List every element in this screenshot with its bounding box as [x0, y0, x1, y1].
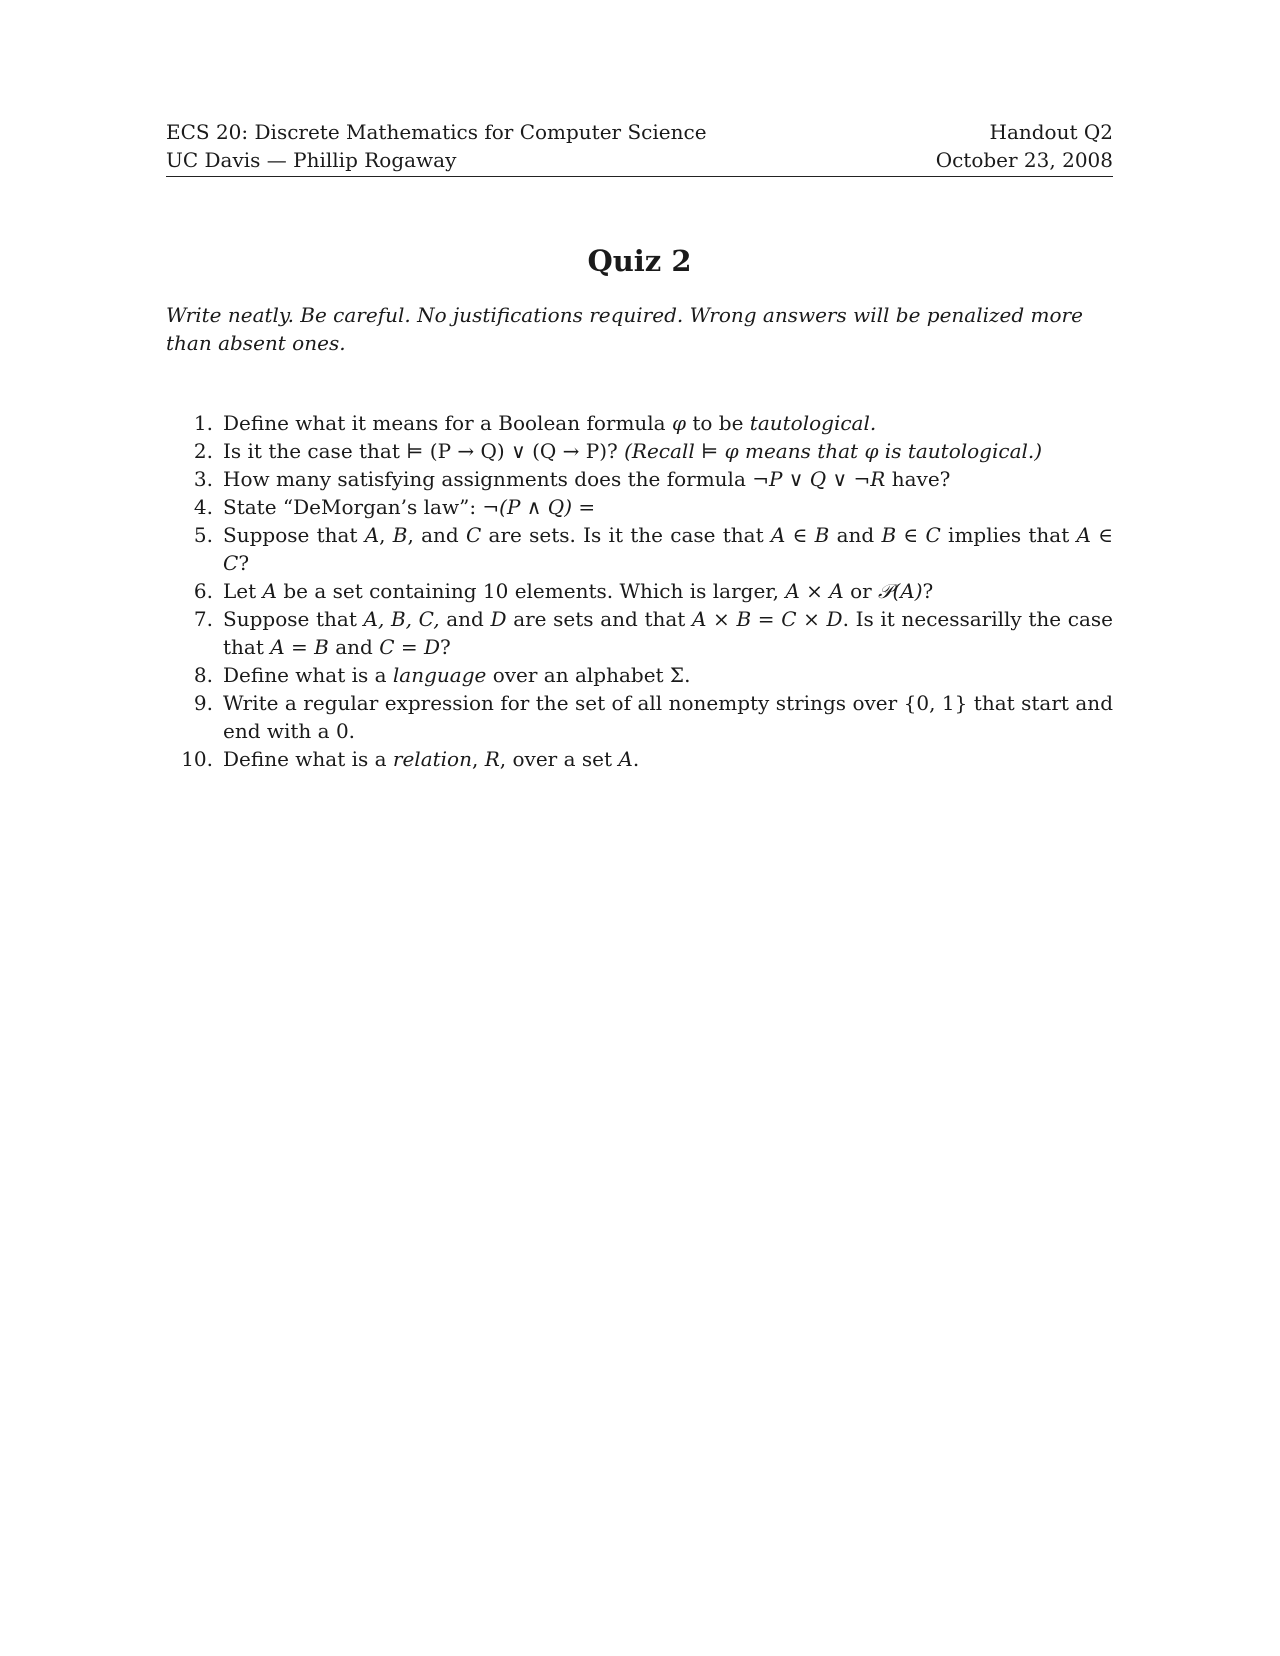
question-number: 4. — [193, 495, 213, 519]
question-item — [166, 577, 1113, 605]
question-text: Define what it means for a Boolean formula φ to be tautological. — [223, 411, 877, 435]
question-item — [166, 605, 1113, 661]
page-header — [166, 118, 1113, 177]
question-item — [166, 689, 1113, 745]
question-text: Is it the case that ⊨ (P → Q) ∨ (Q → P)? (Recall ⊨ φ means that φ is tautological.) — [223, 439, 1043, 463]
question-item — [166, 521, 1113, 577]
instructor-line: UC Davis — Phillip Rogaway — [166, 148, 457, 172]
question-number: 3. — [193, 467, 213, 491]
question-text: Suppose that A, B, and C are sets. Is it the case that A ∈ B and B ∈ C implies that A ∈ C? — [223, 523, 1114, 575]
question-text: Define what is a relation, R, over a set A. — [223, 747, 640, 771]
question-text: Write a regular expression for the set of all nonempty strings over {0, 1} that start and end with a 0. — [223, 691, 1113, 743]
question-item — [166, 465, 1113, 493]
question-item — [166, 437, 1113, 465]
handout-date: October 23, 2008 — [935, 148, 1113, 172]
question-text: How many satisfying assignments does the formula ¬P ∨ Q ∨ ¬R have? — [223, 467, 951, 491]
question-number: 9. — [193, 691, 213, 715]
question-number: 7. — [193, 607, 213, 631]
question-list — [166, 409, 1113, 773]
page-title: Quiz 2 — [587, 244, 692, 278]
handout-label: Handout Q2 — [989, 120, 1113, 144]
question-number: 6. — [193, 579, 213, 603]
header-left — [166, 118, 707, 174]
question-item — [166, 493, 1113, 521]
question-number: 1. — [193, 411, 213, 435]
course-title: ECS 20: Discrete Mathematics for Computer Science — [166, 120, 707, 144]
question-item — [166, 661, 1113, 689]
question-item — [166, 409, 1113, 437]
header-right — [936, 118, 1113, 174]
question-number: 2. — [193, 439, 213, 463]
question-text: Define what is a language over an alphabet Σ. — [223, 663, 691, 687]
question-text: Let A be a set containing 10 elements. Which is larger, A × A or 𝒫(A)? — [223, 579, 934, 603]
question-number: 10. — [181, 747, 213, 771]
question-number: 5. — [193, 523, 213, 547]
question-text: State “DeMorgan’s law”: ¬(P ∧ Q) = — [223, 495, 596, 519]
page — [166, 118, 1113, 773]
instructions: Write neatly. Be careful. No justifications required. Wrong answers will be penalized more than absent ones. — [166, 303, 1083, 355]
question-text: Suppose that A, B, C, and D are sets and that A × B = C × D. Is it necessarilly the case that A = B and C = D? — [223, 607, 1113, 659]
question-item — [166, 745, 1113, 773]
question-number: 8. — [193, 663, 213, 687]
